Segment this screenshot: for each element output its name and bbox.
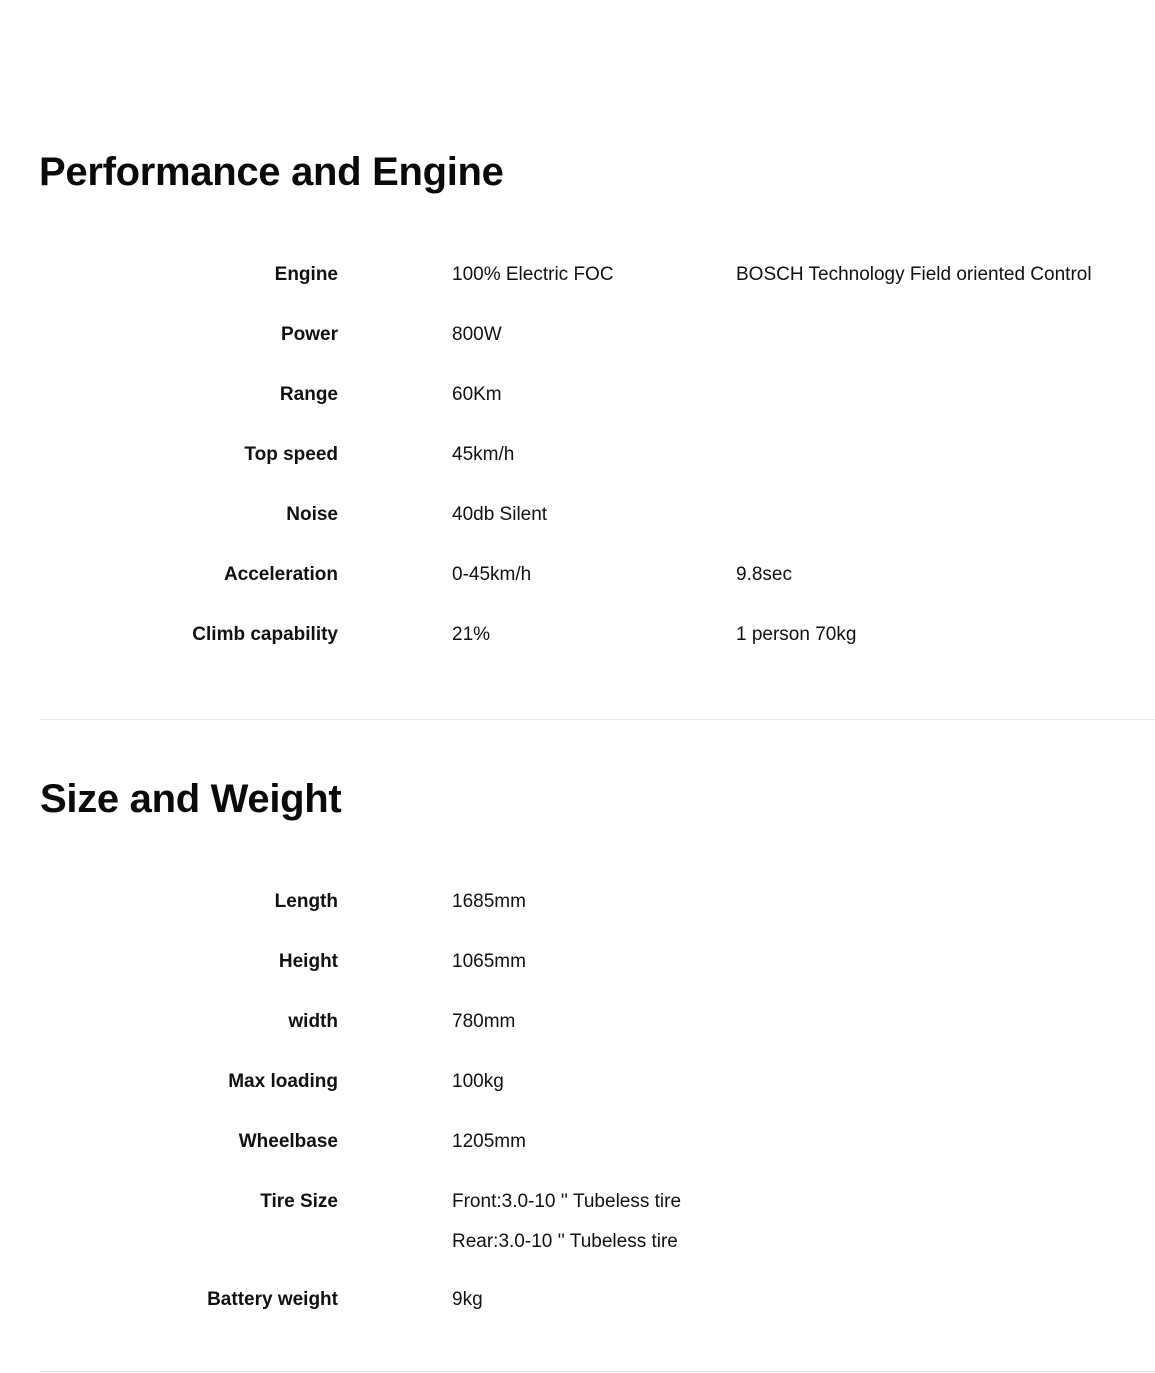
spec-label: Height bbox=[278, 951, 338, 972]
spec-value: Rear:3.0-10 '' Tubeless tire bbox=[452, 1231, 678, 1252]
spec-value: 1205mm bbox=[452, 1131, 526, 1152]
spec-value: 45km/h bbox=[452, 444, 515, 465]
spec-row-tire-size-rear bbox=[0, 1230, 1155, 1254]
spec-label: Wheelbase bbox=[238, 1131, 338, 1152]
spec-value: 0-45km/h bbox=[452, 564, 532, 585]
spec-value: 800W bbox=[452, 324, 502, 345]
section-divider bbox=[40, 1371, 1155, 1372]
spec-label: Climb capability bbox=[192, 624, 338, 645]
spec-label: Noise bbox=[286, 504, 338, 525]
spec-label: Battery weight bbox=[207, 1289, 338, 1310]
spec-label: Acceleration bbox=[223, 564, 338, 585]
spec-row-power bbox=[0, 323, 1155, 347]
section-title-size-weight: Size and Weight bbox=[40, 777, 342, 821]
spec-row-top-speed bbox=[0, 443, 1155, 467]
section-divider bbox=[40, 719, 1155, 720]
spec-value: Front:3.0-10 '' Tubeless tire bbox=[452, 1191, 682, 1212]
spec-row-max-loading bbox=[0, 1070, 1155, 1094]
spec-value: 21% bbox=[452, 624, 491, 645]
spec-value: 100kg bbox=[452, 1071, 504, 1092]
spec-row-noise bbox=[0, 503, 1155, 527]
spec-value: 1685mm bbox=[452, 891, 526, 912]
spec-note: BOSCH Technology Field oriented Control bbox=[736, 264, 1092, 285]
spec-label: Tire Size bbox=[260, 1191, 338, 1212]
spec-row-width bbox=[0, 1010, 1155, 1034]
spec-label: Engine bbox=[274, 264, 338, 285]
spec-row-range bbox=[0, 383, 1155, 407]
spec-row-battery-weight bbox=[0, 1288, 1155, 1312]
spec-row-tire-size bbox=[0, 1190, 1155, 1214]
spec-label: Top speed bbox=[244, 444, 338, 465]
spec-value: 780mm bbox=[452, 1011, 516, 1032]
spec-value: 1065mm bbox=[452, 951, 526, 972]
section-title-performance: Performance and Engine bbox=[39, 150, 504, 194]
spec-label: Power bbox=[280, 324, 338, 345]
spec-value: 9kg bbox=[452, 1289, 483, 1310]
spec-label: width bbox=[288, 1011, 338, 1032]
spec-row-wheelbase bbox=[0, 1130, 1155, 1154]
spec-row-climb-capability bbox=[0, 623, 1155, 647]
spec-label: Length bbox=[274, 891, 338, 912]
spec-row-height bbox=[0, 950, 1155, 974]
spec-row-length bbox=[0, 890, 1155, 914]
spec-label: Max loading bbox=[228, 1071, 338, 1092]
spec-label: Range bbox=[279, 384, 338, 405]
spec-value: 100% Electric FOC bbox=[452, 264, 614, 285]
spec-row-acceleration bbox=[0, 563, 1155, 587]
spec-row-engine bbox=[0, 263, 1155, 287]
spec-value: 60Km bbox=[452, 384, 502, 405]
spec-note: 1 person 70kg bbox=[736, 624, 857, 645]
spec-note: 9.8sec bbox=[736, 564, 792, 585]
spec-value: 40db Silent bbox=[452, 504, 548, 525]
